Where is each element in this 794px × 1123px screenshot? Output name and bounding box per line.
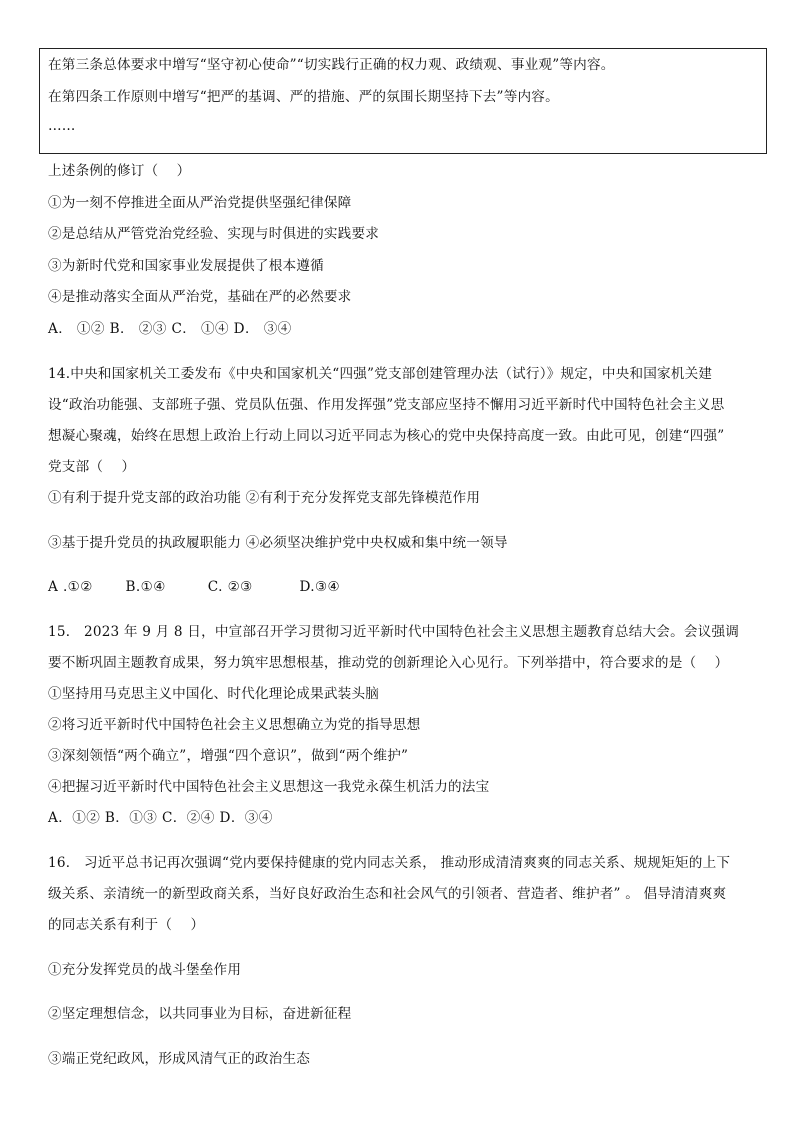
q16-item: ②坚定理想信念，以共同事业为目标，奋进新征程 [48, 1006, 352, 1022]
q15-item: ④把握习近平新时代中国特色社会主义思想这一我党永葆生机活力的法宝 [48, 779, 490, 795]
material-box [39, 48, 767, 154]
q13-item: ①为一刻不停推进全面从严治党提供坚强纪律保障 [48, 195, 352, 211]
q13-stem: 上述条例的修订（ ） [48, 163, 191, 179]
q13-item: ②是总结从严管党治党经验、实现与时俱进的实践要求 [48, 226, 380, 242]
q15-item: ①坚持用马克思主义中国化、时代化理论成果武装头脑 [48, 686, 380, 702]
q15-stem-line: 15． 2023 年 9 月 8 日，中宣部召开学习贯彻习近平新时代中国特色社会主义思想主题教育总结大会。会议强调 [48, 624, 740, 640]
q14-stem-line: 想凝心聚魂，始终在思想上政治上行动上同以习近平同志为核心的党中央保持高度一致。由此可见，创建“四强” [48, 428, 725, 444]
q13-item: ③为新时代党和国家事业发展提供了根本遵循 [48, 258, 324, 274]
q14-stem-line: 设“政治功能强、支部班子强、党员队伍强、作用发挥强”党支部应坚持不懈用习近平新时代中国特色社会主义思 [48, 397, 725, 413]
q14-item: ③基于提升党员的执政履职能力 ④必须坚决维护党中央权威和集中统一领导 [48, 535, 508, 551]
q14-stem-line: 14.中央和国家机关工委发布《中央和国家机关“四强”党支部创建管理办法（试行）》规定，中央和国家机关建 [48, 366, 713, 382]
q13-item: ④是推动落实全面从严治党，基础在严的必然要求 [48, 289, 352, 305]
q14-item: ①有利于提升党支部的政治功能 ②有利于充分发挥党支部先锋模范作用 [48, 490, 481, 506]
q15-stem-line: 要不断巩固主题教育成果，努力筑牢思想根基，推动党的创新理论入心见行。下列举措中，符合要求的是（ ） [48, 655, 729, 671]
material-line: 在第四条工作原则中增写“把严的基调、严的措施、严的氛围长期坚持下去”等内容。 [48, 89, 559, 105]
q13-options: A． ①② B． ②③ C． ①④ D． ③④ [48, 321, 292, 337]
q16-stem-line: 级关系、亲清统一的新型政商关系，当好良好政治生态和社会风气的引领者、营造者、维护者” 。 倡导清清爽爽 [48, 886, 727, 902]
q15-item: ②将习近平新时代中国特色社会主义思想确立为党的指导思想 [48, 717, 421, 733]
q14-options: A .①② B.①④ C. ②③ D.③④ [48, 579, 341, 595]
q16-stem-line: 16． 习近平总书记再次强调“党内要保持健康的党内同志关系， 推动形成清清爽爽的同志关系、规规矩矩的上下 [48, 855, 731, 871]
material-line: 在第三条总体要求中增写“坚守初心使命”“切实践行正确的权力观、政绩观、事业观”等内容。 [48, 57, 615, 73]
material-line: …… [48, 118, 76, 134]
q15-item: ③深刻领悟“两个确立”，增强“四个意识”，做到“两个维护” [48, 748, 409, 764]
q16-stem-line: 的同志关系有利于（ ） [48, 917, 205, 933]
q15-options: A．①② B．①③ C．②④ D．③④ [48, 810, 273, 826]
q16-item: ③端正党纪政风，形成风清气正的政治生态 [48, 1051, 311, 1067]
q14-stem-line: 党支部（ ） [48, 459, 136, 475]
q16-item: ①充分发挥党员的战斗堡垒作用 [48, 962, 242, 978]
